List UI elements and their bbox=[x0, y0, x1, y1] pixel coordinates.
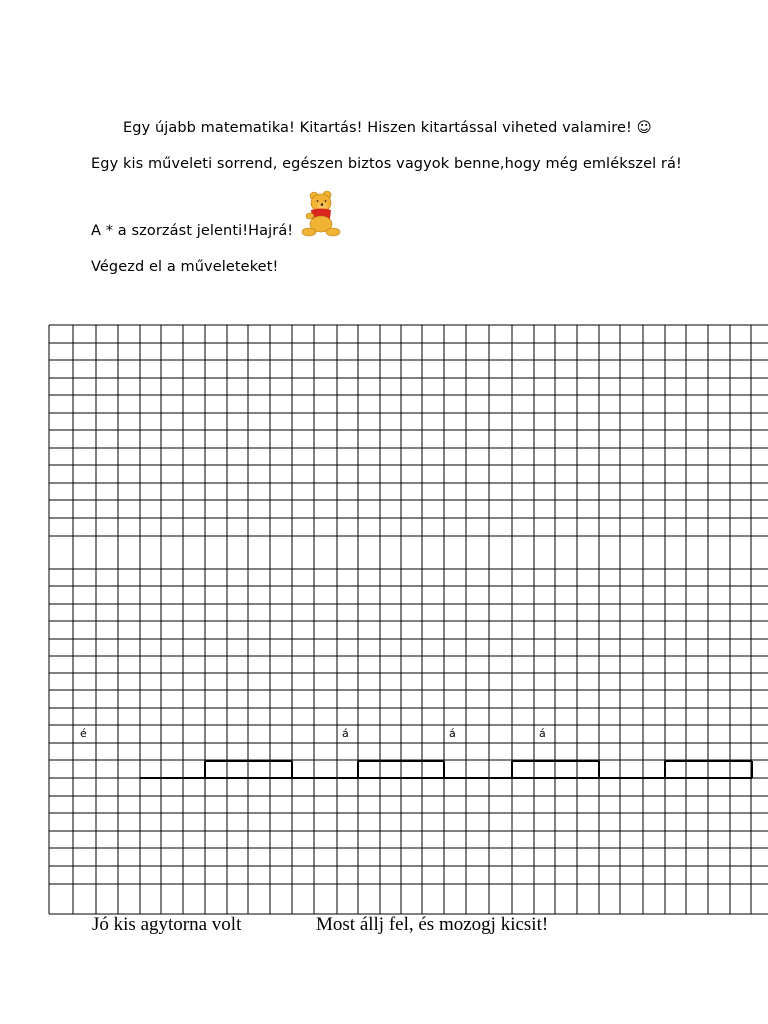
grid-letter: á bbox=[539, 727, 546, 740]
instruction-text: Végezd el a műveleteket! bbox=[91, 259, 279, 275]
answer-lines bbox=[140, 761, 752, 778]
multiplication-hint-text: A * a szorzást jelenti!Hajrá! bbox=[91, 223, 294, 239]
grid-letter: á bbox=[449, 727, 456, 740]
intro-text: Egy újabb matematika! Kitartás! Hiszen kitartással viheted valamire! ☺ bbox=[123, 120, 652, 136]
grid-lines bbox=[49, 325, 768, 914]
order-of-operations-text: Egy kis műveleti sorrend, egészen biztos vagyok benne,hogy még emlékszel rá! bbox=[91, 156, 682, 172]
footer-right-text: Most állj fel, és mozogj kicsit! bbox=[316, 914, 549, 935]
grid-letter: á bbox=[342, 727, 349, 740]
grid-letter: é bbox=[80, 727, 87, 740]
footer-left-text: Jó kis agytorna volt bbox=[92, 914, 242, 935]
